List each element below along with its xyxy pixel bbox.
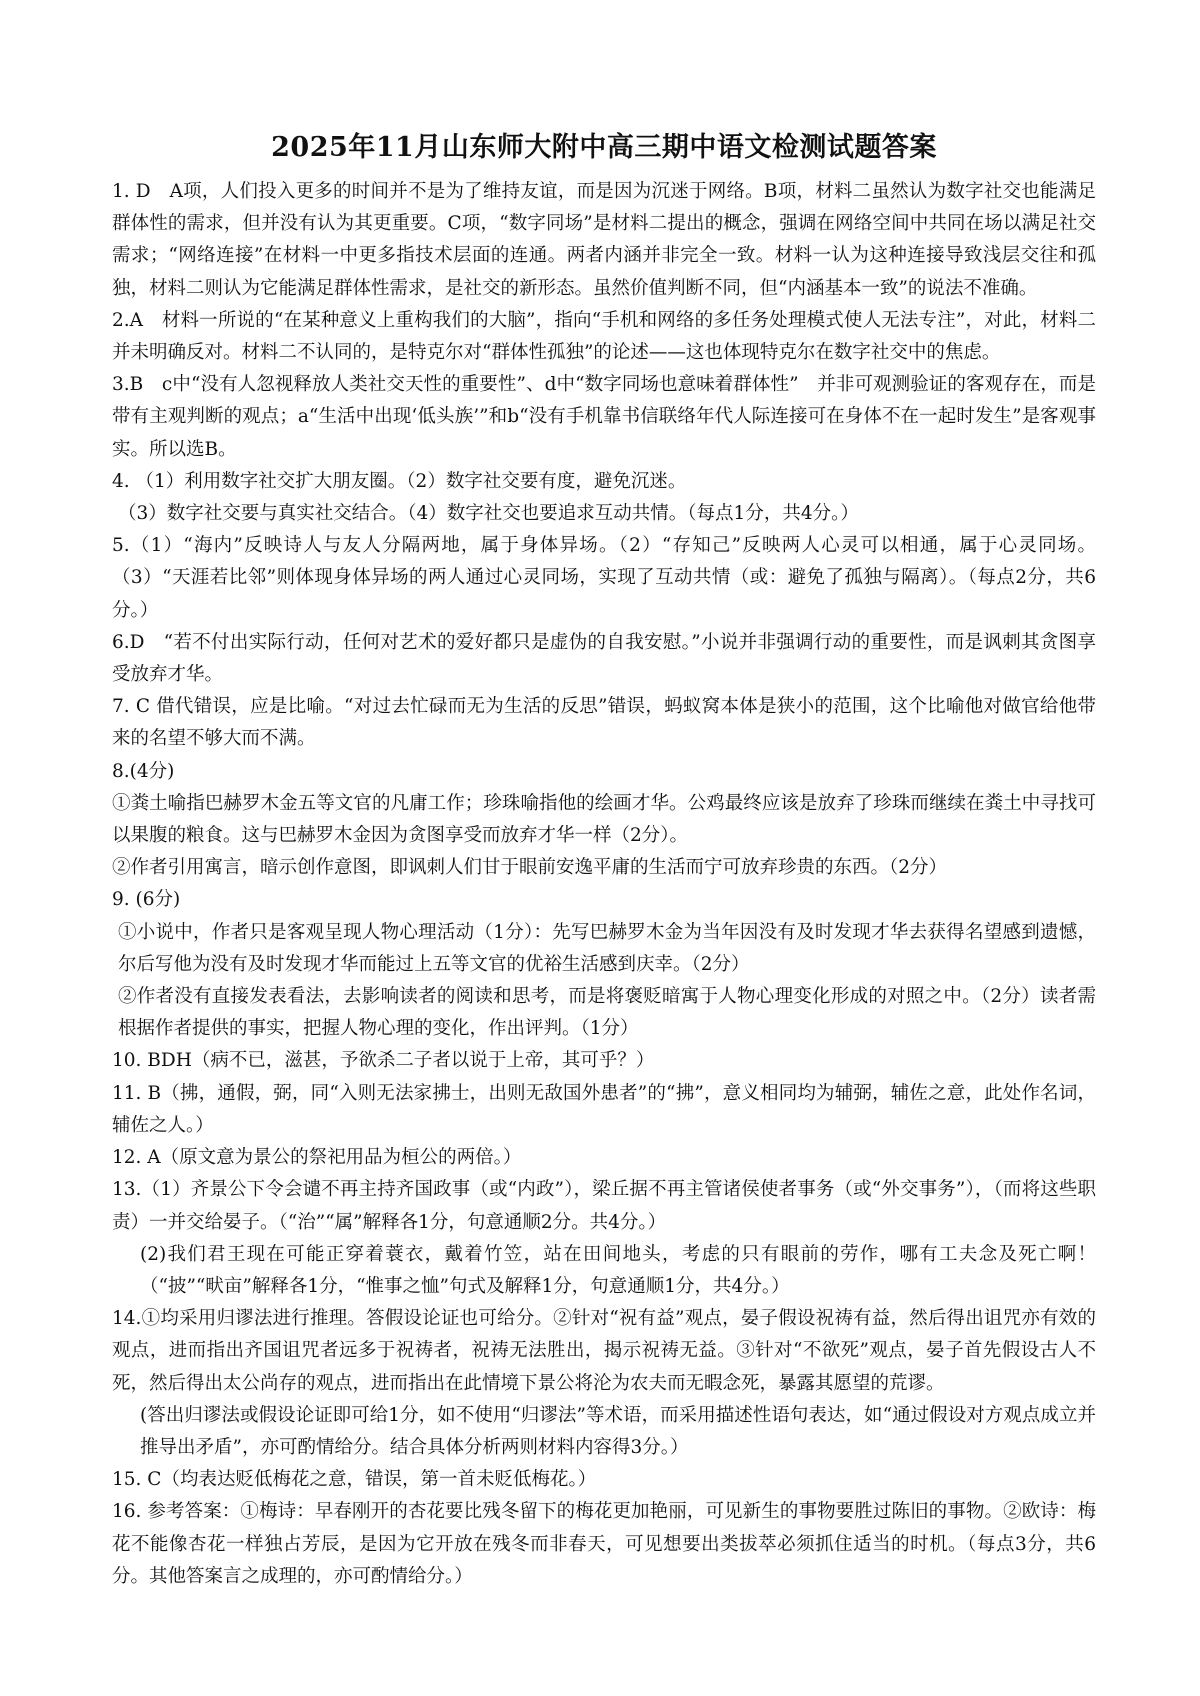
answer-14: 14.①均采用归谬法进行推理。答假设论证也可给分。②针对“祝有益”观点，晏子假设祝祷有益，然后得出诅咒亦有效的观点，进而指出齐国诅咒者远多于祝祷者，祝祷无法胜出，揭示祝祷无益。③针对“不欲死”观点，晏子首先假设古人不死，然后得出太公尚存的观点，进而指出在此情境下景公将沦为农夫而无暇念死，暴露其愿望的荒谬。 <box>112 1308 1096 1394</box>
answer-10: 10. BDH（病不已，滋甚，予欲杀二子者以说于上帝，其可乎？） <box>112 1050 655 1072</box>
answer-16: 16. 参考答案：①梅诗：早春刚开的杏花要比残冬留下的梅花更加艳丽，可见新生的事物要胜过陈旧的事物。②欧诗：梅花不能像杏花一样独占芳辰，是因为它开放在残冬而非春天，可见想要出类拔萃必须抓住适当的时机。（每点3分，共6分。其他答案言之成理的，亦可酌情给分。） <box>112 1501 1096 1587</box>
answer-15: 15. C（均表达贬低梅花之意，错误，第一首未贬低梅花。） <box>112 1469 597 1491</box>
answer-14-scoring-note: (答出归谬法或假设论证即可给1分，如不使用“归谬法”等术语，而采用描述性语句表达，如“通过假设对方观点成立并推导出矛盾”，亦可酌情给分。结合具体分析两则材料内容得3分。） <box>140 1404 1096 1458</box>
answer-8-point-2: ②作者引用寓言，暗示创作意图，即讽刺人们甘于眼前安逸平庸的生活而宁可放弃珍贵的东西。（2分） <box>112 857 948 879</box>
answer-9-point-1: ①小说中，作者只是客观呈现人物心理活动（1分）：先写巴赫罗木金为当年因没有及时发现才华去获得名望感到遗憾，尔后写他为没有及时发现才华而能过上五等文官的优裕生活感到庆幸。（2分） <box>118 921 1096 975</box>
answer-4-part-2: （3）数字社交要与真实社交结合。（4）数字社交也要追求互动共情。（每点1分，共4分。） <box>118 503 859 525</box>
answer-1: 1. D A项，人们投入更多的时间并不是为了维持友谊，而是因为沉迷于网络。B项，材料二虽然认为数字社交也能满足群体性的需求，但并没有认为其更重要。C项，“数字同场”是材料二提出的概念，强调在网络空间中共同在场以满足社交需求；“网络连接”在材料一中更多指技术层面的连通。两者内涵并非完全一致。材料一认为这种连接导致浅层交往和孤独，材料二则认为它能满足群体性需求，是社交的新形态。虽然价值判断不同，但“内涵基本一致”的说法不准确。 <box>112 181 1096 299</box>
answer-8-point-1: ①粪土喻指巴赫罗木金五等文官的凡庸工作；珍珠喻指他的绘画才华。公鸡最终应该是放弃了珍珠而继续在粪土中寻找可以果腹的粮食。这与巴赫罗木金因为贪图享受而放弃才华一样（2分）。 <box>112 792 1096 847</box>
answer-11: 11. B（拂，通假，弼，同“入则无法家拂士，出则无敌国外患者”的“拂”，意义相同均为辅弼，辅佐之意，此处作名词，辅佐之人。） <box>112 1082 1096 1136</box>
answer-8-heading: 8.(4分) <box>112 760 175 782</box>
answer-4-part-1: 4. （1）利用数字社交扩大朋友圈。（2）数字社交要有度，避免沉迷。 <box>112 470 687 492</box>
answer-13-part-1: 13.（1）齐景公下令会谴不再主持齐国政事（或“内政”），梁丘据不再主管诸侯使者事务（或“外交事务”），（而将这些职责）一并交给晏子。（“治”“属”解释各1分，句意通顺2分。共4分。） <box>112 1179 1096 1233</box>
answer-9-heading: 9. (6分) <box>112 889 181 911</box>
answer-9-point-2: ②作者没有直接发表看法，去影响读者的阅读和思考，而是将褒贬暗寓于人物心理变化形成的对照之中。（2分）读者需根据作者提供的事实，把握人物心理的变化，作出评判。（1分） <box>118 986 1096 1040</box>
answer-7: 7. C 借代错误，应是比喻。“对过去忙碌而无为生活的反思”错误，蚂蚁窝本体是狭小的范围，这个比喻他对做官给他带来的名望不够大而不满。 <box>112 696 1096 750</box>
answer-3: 3.B c中“没有人忽视释放人类社交天性的重要性”、d中“数字同场也意味着群体性” 并非可观测验证的客观存在，而是带有主观判断的观点；a“生活中出现‘低头族’”和b“没有手机靠书信联络年代人际连接可在身体不在一起时发生”是客观事实。所以选B。 <box>112 374 1096 460</box>
answer-13-part-2: (2)我们君王现在可能正穿着蓑衣，戴着竹笠，站在田间地头，考虑的只有眼前的劳作，哪有工夫念及死亡啊！（“披”“畎亩”解释各1分，“惟事之恤”句式及解释1分，句意通顺1分，共4分。） <box>140 1243 1096 1297</box>
document-title: 2025年11月山东师大附中高三期中语文检测试题答案 <box>271 132 937 163</box>
answer-2: 2.A 材料一所说的“在某种意义上重构我们的大脑”，指向“手机和网络的多任务处理模式使人无法专注”，对此，材料二并未明确反对。材料二不认同的，是特克尔对“群体性孤独”的论述——这也体现特克尔在数字社交中的焦虑。 <box>112 309 1096 364</box>
answer-5: 5.（1）“海内”反映诗人与友人分隔两地，属于身体异场。（2）“存知己”反映两人心灵可以相通，属于心灵同场。（3）“天涯若比邻”则体现身体异场的两人通过心灵同场，实现了互动共情（或：避免了孤独与隔离）。（每点2分，共6分。） <box>112 535 1096 621</box>
answer-12: 12. A（原文意为景公的祭祀用品为桓公的两倍。） <box>112 1147 522 1169</box>
document-page <box>112 128 1096 1593</box>
answer-6: 6.D “若不付出实际行动，任何对艺术的爱好都只是虚伪的自我安慰。”小说并非强调行动的重要性，而是讽刺其贪图享受放弃才华。 <box>112 631 1096 686</box>
